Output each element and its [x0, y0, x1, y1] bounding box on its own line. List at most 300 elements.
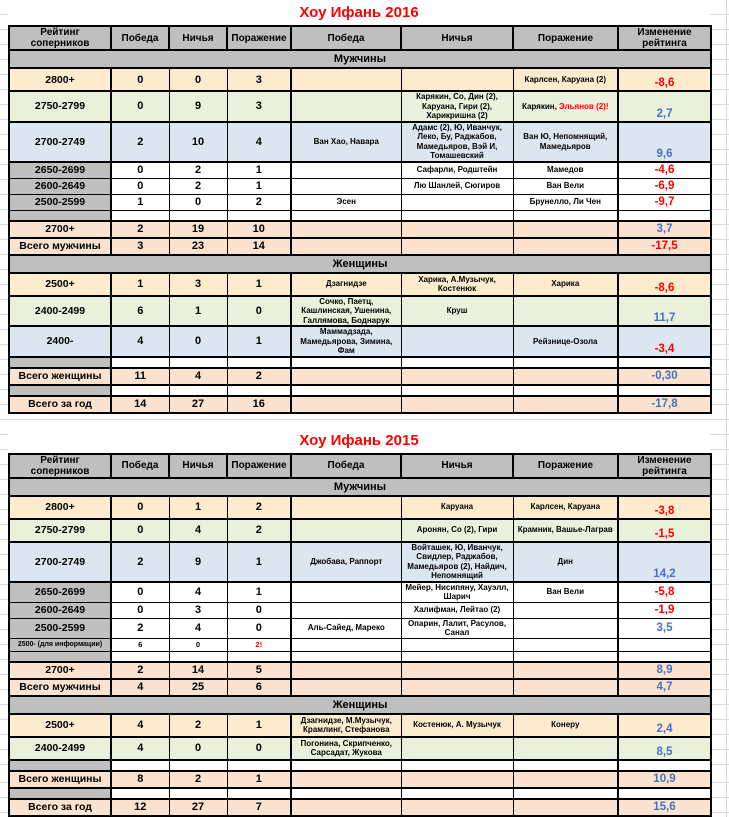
rating-change-cell: [618, 357, 711, 368]
win-opponents-cell: [291, 396, 401, 413]
plain-text: Карякин,: [521, 101, 560, 111]
rating-range-cell: 2700-2749: [9, 542, 111, 582]
wins-count-cell: 0: [111, 519, 169, 542]
rating-change-cell: -17,8: [618, 396, 711, 413]
draw-opponents-cell: [401, 326, 513, 357]
draws-count-cell: 2: [169, 178, 227, 194]
losses-count-cell: [227, 357, 291, 368]
header-cell: Рейтинг соперников: [9, 26, 111, 50]
draws-count-cell: 2: [169, 714, 227, 737]
win-opponents-cell: [291, 651, 401, 662]
losses-count-cell: 1: [227, 542, 291, 582]
rating-change-cell: 2,4: [618, 714, 711, 737]
losses-count-cell: 1: [227, 714, 291, 737]
wins-count-cell: 2: [111, 542, 169, 582]
win-opponents-cell: [291, 788, 401, 799]
losses-count-cell: 1: [227, 326, 291, 357]
draw-opponents-cell: Каруана: [401, 496, 513, 519]
gender-section-row: [9, 50, 711, 68]
losses-count-cell: 1: [227, 162, 291, 179]
losses-count-cell: 1: [227, 178, 291, 194]
draws-count-cell: 0: [169, 326, 227, 357]
win-opponents-cell: [291, 638, 401, 651]
win-opponents-cell: Джобава, Раппорт: [291, 542, 401, 582]
win-opponents-cell: [291, 679, 401, 696]
loss-opponents-cell: Карлсен, Каруана (2): [513, 68, 618, 91]
rating-change-cell: 2,7: [618, 91, 711, 122]
draw-opponents-cell: [401, 357, 513, 368]
spacer-row: [9, 651, 711, 662]
draws-count-cell: 2: [169, 162, 227, 179]
table-row: [9, 714, 711, 737]
losses-count-cell: 1: [227, 771, 291, 788]
loss-opponents-cell: [513, 602, 618, 618]
rating-range-cell: Всего за год: [9, 396, 111, 413]
win-opponents-cell: [291, 368, 401, 385]
table-row: [9, 618, 711, 638]
loss-opponents-cell: [513, 221, 618, 238]
header-cell: Изменение рейтинга: [618, 454, 711, 478]
loss-opponents-cell: [513, 737, 618, 760]
losses-count-cell: [227, 210, 291, 221]
draw-opponents-cell: Аронян, Со (2), Гири: [401, 519, 513, 542]
loss-opponents-cell: Харика: [513, 273, 618, 296]
rating-range-cell: [9, 651, 111, 662]
wins-count-cell: [111, 760, 169, 771]
table-row: [9, 799, 711, 816]
stats-table: [8, 453, 712, 817]
draws-count-cell: 14: [169, 662, 227, 679]
rating-change-cell: -1,9: [618, 602, 711, 618]
win-opponents-cell: [291, 385, 401, 396]
wins-count-cell: 0: [111, 178, 169, 194]
losses-count-cell: [227, 638, 291, 651]
loss-opponents-cell: Ван Ю, Непомнящий, Мамедьяров: [513, 122, 618, 162]
loss-opponents-cell: [513, 396, 618, 413]
win-opponents-cell: [291, 210, 401, 221]
wins-count-cell: 1: [111, 194, 169, 210]
rating-range-cell: 2650-2699: [9, 582, 111, 603]
loss-opponents-cell: Мамедов: [513, 162, 618, 179]
losses-count-cell: [227, 788, 291, 799]
loss-opponents-cell: Ван Вели: [513, 582, 618, 603]
table-row: [9, 221, 711, 238]
wins-count-cell: [111, 357, 169, 368]
draw-opponents-cell: [401, 68, 513, 91]
rating-change-cell: 3,5: [618, 618, 711, 638]
draw-opponents-cell: Харика, А.Музычук, Костенюк: [401, 273, 513, 296]
rating-change-cell: -17,5: [618, 238, 711, 255]
section-label-cell: Мужчины: [9, 478, 711, 496]
losses-count-cell: 2: [227, 519, 291, 542]
draw-opponents-cell: [401, 238, 513, 255]
rating-range-cell: 2600-2649: [9, 602, 111, 618]
rating-change-cell: -3,8: [618, 496, 711, 519]
table-row: [9, 737, 711, 760]
draw-opponents-cell: Костенюк, А. Музычук: [401, 714, 513, 737]
rating-range-cell: 2500-2599: [9, 194, 111, 210]
spacer-row: [9, 357, 711, 368]
loss-opponents-cell: Брунелло, Ли Чен: [513, 194, 618, 210]
draws-count-cell: 3: [169, 273, 227, 296]
loss-opponents-cell: Рейзнице-Озола: [513, 326, 618, 357]
draw-opponents-cell: [401, 679, 513, 696]
losses-count-cell: 2: [227, 194, 291, 210]
win-opponents-cell: [291, 662, 401, 679]
loss-opponents-cell: [513, 238, 618, 255]
rating-range-cell: Всего за год: [9, 799, 111, 816]
draw-opponents-cell: [401, 788, 513, 799]
rating-range-cell: 2500+: [9, 273, 111, 296]
table-row: [9, 638, 711, 651]
loss-opponents-cell: [513, 799, 618, 816]
draw-opponents-cell: [401, 368, 513, 385]
header-cell: Ничья: [169, 26, 227, 50]
win-opponents-cell: [291, 68, 401, 91]
wins-count-cell: 0: [111, 91, 169, 122]
rating-range-cell: 2750-2799: [9, 91, 111, 122]
spacer-row: [9, 788, 711, 799]
gender-section-row: [9, 696, 711, 714]
stats-table: [8, 25, 712, 414]
losses-count-cell: 2: [227, 496, 291, 519]
table-row: [9, 296, 711, 327]
table-title: Хоу Ифань 2015: [8, 428, 710, 453]
rating-range-cell: 2400-: [9, 326, 111, 357]
draw-opponents-cell: Адамс (2), Ю, Иванчук, Леко, Бу, Раджабов, Мамедьяров, Вэй И, Томашевский: [401, 122, 513, 162]
rating-range-cell: 2700+: [9, 662, 111, 679]
losses-count-cell: 0: [227, 618, 291, 638]
draws-count-cell: 19: [169, 221, 227, 238]
header-cell: Поражение: [513, 26, 618, 50]
rating-change-cell: 4,7: [618, 679, 711, 696]
draw-opponents-cell: [401, 771, 513, 788]
draws-count-cell: 4: [169, 519, 227, 542]
losses-count-cell: [227, 651, 291, 662]
win-opponents-cell: Погонина, Скрипченко, Сарсадат, Жукова: [291, 737, 401, 760]
rating-change-cell: 8,9: [618, 662, 711, 679]
draws-count-cell: 1: [169, 496, 227, 519]
table-row: [9, 662, 711, 679]
win-opponents-cell: Эсен: [291, 194, 401, 210]
table-row: [9, 162, 711, 179]
draws-count-cell: [169, 357, 227, 368]
wins-count-cell: 2: [111, 122, 169, 162]
wins-count-cell: 11: [111, 368, 169, 385]
losses-count-cell: 0: [227, 296, 291, 327]
loss-opponents-cell: Карлсен, Каруана: [513, 496, 618, 519]
rating-range-cell: 2700+: [9, 221, 111, 238]
wins-count-cell: 4: [111, 326, 169, 357]
rating-change-cell: -1,5: [618, 519, 711, 542]
rating-change-cell: 3,7: [618, 221, 711, 238]
header-cell: Победа: [291, 26, 401, 50]
draw-opponents-cell: [401, 662, 513, 679]
loss-opponents-cell: [513, 651, 618, 662]
table-row: [9, 396, 711, 413]
rating-change-cell: -9,7: [618, 194, 711, 210]
win-opponents-cell: [291, 496, 401, 519]
losses-count-cell: [227, 760, 291, 771]
header-cell: Рейтинг соперников: [9, 454, 111, 478]
rating-range-cell: 2600-2649: [9, 178, 111, 194]
table-row: [9, 91, 711, 122]
table-row: [9, 194, 711, 210]
loss-opponents-cell: [513, 210, 618, 221]
header-cell: Поражение: [227, 454, 291, 478]
win-opponents-cell: Сочко, Паетц, Кашлинская, Ушенина, Галлямова, Боднарук: [291, 296, 401, 327]
draw-opponents-cell: Опарин, Лалит, Расулов, Санал: [401, 618, 513, 638]
losses-count-cell: [227, 385, 291, 396]
losses-count-cell: 3: [227, 91, 291, 122]
rating-change-cell: 11,7: [618, 296, 711, 327]
rating-change-cell: [618, 385, 711, 396]
draw-opponents-cell: Карякин, Со, Дин (2), Каруана, Гири (2), Харикришна (2): [401, 91, 513, 122]
wins-count-cell: 0: [111, 602, 169, 618]
draw-opponents-cell: [401, 638, 513, 651]
wins-count-cell: 12: [111, 799, 169, 816]
rating-change-cell: -4,6: [618, 162, 711, 179]
table-row: [9, 771, 711, 788]
wins-count-cell: 0: [111, 582, 169, 603]
draws-count-cell: 4: [169, 368, 227, 385]
loss-opponents-cell: [513, 296, 618, 327]
header-cell: Победа: [111, 26, 169, 50]
loss-opponents-cell: [513, 368, 618, 385]
win-opponents-cell: [291, 162, 401, 179]
highlighted-text: Эльянов (2)!: [559, 101, 609, 111]
rating-range-cell: [9, 385, 111, 396]
rating-range-cell: Всего мужчины: [9, 679, 111, 696]
win-opponents-cell: [291, 799, 401, 816]
draw-opponents-cell: [401, 737, 513, 760]
rating-range-cell: [9, 357, 111, 368]
draws-count-cell: 1: [169, 296, 227, 327]
rating-change-cell: -0,30: [618, 368, 711, 385]
gender-section-row: [9, 478, 711, 496]
rating-range-cell: 2400-2499: [9, 737, 111, 760]
rating-change-cell: -5,8: [618, 582, 711, 603]
rating-change-cell: [618, 210, 711, 221]
losses-count-cell: 1: [227, 273, 291, 296]
draws-count-cell: [169, 760, 227, 771]
loss-opponents-cell: Крамник, Вашье-Лаграв: [513, 519, 618, 542]
wins-count-cell: 0: [111, 162, 169, 179]
rating-range-cell: 2400-2499: [9, 296, 111, 327]
win-opponents-cell: Аль-Сайед, Мареко: [291, 618, 401, 638]
rating-range-cell: 2800+: [9, 68, 111, 91]
table-row: [9, 679, 711, 696]
wins-count-cell: 0: [111, 68, 169, 91]
loss-opponents-cell: [513, 385, 618, 396]
wins-count-cell: 2: [111, 662, 169, 679]
rating-change-cell: 10,9: [618, 771, 711, 788]
draw-opponents-cell: [401, 221, 513, 238]
draw-opponents-cell: [401, 799, 513, 816]
rating-range-cell: 2750-2799: [9, 519, 111, 542]
loss-opponents-cell: [513, 679, 618, 696]
draws-count-cell: 4: [169, 582, 227, 603]
rating-change-cell: -6,9: [618, 178, 711, 194]
rating-change-cell: 15,6: [618, 799, 711, 816]
table-row: [9, 542, 711, 582]
rating-range-cell: Всего женщины: [9, 771, 111, 788]
wins-count-cell: [111, 788, 169, 799]
spacer-row: [9, 760, 711, 771]
rating-change-cell: [618, 638, 711, 651]
loss-opponents-cell: [513, 662, 618, 679]
table-row: [9, 582, 711, 603]
draw-opponents-cell: Мейер, Нисипяну, Хауэлл, Шарич: [401, 582, 513, 603]
rating-range-cell: [9, 210, 111, 221]
losses-count-cell: 10: [227, 221, 291, 238]
loss-opponents-cell: [513, 357, 618, 368]
header-cell: Ничья: [401, 26, 513, 50]
losses-count-cell: 2: [227, 368, 291, 385]
rating-change-cell: [618, 788, 711, 799]
wins-count-cell: 4: [111, 679, 169, 696]
win-opponents-cell: [291, 760, 401, 771]
wins-count-cell: 2: [111, 221, 169, 238]
win-opponents-cell: Дзагнидзе, М.Музычук, Крамлинг, Стефанова: [291, 714, 401, 737]
rating-range-cell: 2700-2749: [9, 122, 111, 162]
rating-range-cell: 2650-2699: [9, 162, 111, 179]
rating-range-cell: Всего мужчины: [9, 238, 111, 255]
loss-opponents-cell: [513, 760, 618, 771]
win-opponents-cell: Дзагнидзе: [291, 273, 401, 296]
win-opponents-cell: [291, 771, 401, 788]
rating-range-cell: 2500-2599: [9, 618, 111, 638]
win-opponents-cell: [291, 91, 401, 122]
draw-opponents-cell: [401, 210, 513, 221]
losses-count-cell: 0: [227, 602, 291, 618]
draw-opponents-cell: Лю Шанлей, Сюгиров: [401, 178, 513, 194]
draws-count-cell: 9: [169, 542, 227, 582]
loss-opponents-cell: [513, 771, 618, 788]
draws-count-cell: 2: [169, 771, 227, 788]
rating-change-cell: 14,2: [618, 542, 711, 582]
rating-range-cell: 2500- (для информации): [9, 638, 111, 651]
rating-range-cell: Всего женщины: [9, 368, 111, 385]
losses-count-cell: 14: [227, 238, 291, 255]
rating-change-cell: 9,6: [618, 122, 711, 162]
table-row: [9, 178, 711, 194]
loss-opponents-cell: [513, 638, 618, 651]
win-opponents-cell: [291, 238, 401, 255]
wins-count-cell: [111, 651, 169, 662]
rating-change-cell: 8,5: [618, 737, 711, 760]
table-row: [9, 496, 711, 519]
draw-opponents-cell: [401, 760, 513, 771]
section-label-cell: Женщины: [9, 696, 711, 714]
rating-change-cell: -8,6: [618, 273, 711, 296]
losses-count-cell: 16: [227, 396, 291, 413]
wins-count-cell: 6: [111, 638, 169, 651]
win-opponents-cell: Ван Хао, Навара: [291, 122, 401, 162]
wins-count-cell: 0: [111, 496, 169, 519]
loss-opponents-cell: [513, 788, 618, 799]
rating-range-cell: 2800+: [9, 496, 111, 519]
draw-opponents-cell: [401, 651, 513, 662]
wins-count-cell: 3: [111, 238, 169, 255]
gender-section-row: [9, 255, 711, 273]
losses-count-cell: 5: [227, 662, 291, 679]
losses-count-cell: 1: [227, 582, 291, 603]
win-opponents-cell: [291, 602, 401, 618]
table-row: [9, 122, 711, 162]
wins-count-cell: [111, 210, 169, 221]
win-opponents-cell: [291, 221, 401, 238]
rating-change-cell: [618, 651, 711, 662]
draws-count-cell: 23: [169, 238, 227, 255]
table-row: [9, 273, 711, 296]
losses-count-cell: 3: [227, 68, 291, 91]
table-row: [9, 68, 711, 91]
wins-count-cell: 4: [111, 714, 169, 737]
rating-range-cell: [9, 788, 111, 799]
loss-opponents-cell: Дин: [513, 542, 618, 582]
draws-count-cell: 9: [169, 91, 227, 122]
win-opponents-cell: Маммадзада, Мамедьярова, Зимина, Фам: [291, 326, 401, 357]
section-label-cell: Женщины: [9, 255, 711, 273]
spacer-row: [9, 385, 711, 396]
draw-opponents-cell: Войташек, Ю, Иванчук, Свидлер, Раджабов, Мамедьяров (2), Найдич, Непомнящий: [401, 542, 513, 582]
win-opponents-cell: [291, 582, 401, 603]
header-cell: Поражение: [513, 454, 618, 478]
wins-count-cell: 4: [111, 737, 169, 760]
losses-count-cell: 0: [227, 737, 291, 760]
wins-count-cell: 14: [111, 396, 169, 413]
draws-count-cell: 25: [169, 679, 227, 696]
highlighted-text: 2!: [255, 640, 263, 649]
losses-count-cell: 4: [227, 122, 291, 162]
loss-opponents-cell: Конеру: [513, 714, 618, 737]
draws-count-cell: [169, 651, 227, 662]
year-table-block: [8, 428, 710, 817]
table-row: [9, 519, 711, 542]
header-row: [9, 454, 711, 478]
header-cell: Ничья: [401, 454, 513, 478]
draws-count-cell: [169, 788, 227, 799]
win-opponents-cell: [291, 178, 401, 194]
draws-count-cell: 10: [169, 122, 227, 162]
header-cell: Победа: [111, 454, 169, 478]
draws-count-cell: 0: [169, 194, 227, 210]
draws-count-cell: [169, 210, 227, 221]
draw-opponents-cell: [401, 385, 513, 396]
spacer-row: [9, 210, 711, 221]
draw-opponents-cell: Круш: [401, 296, 513, 327]
draws-count-cell: 27: [169, 799, 227, 816]
win-opponents-cell: [291, 519, 401, 542]
wins-count-cell: [111, 385, 169, 396]
wins-count-cell: 6: [111, 296, 169, 327]
draw-opponents-cell: [401, 194, 513, 210]
table-row: [9, 368, 711, 385]
rating-change-cell: -8,6: [618, 68, 711, 91]
loss-opponents-cell: [513, 91, 618, 122]
draws-count-cell: 27: [169, 396, 227, 413]
draws-count-cell: 4: [169, 618, 227, 638]
draws-count-cell: 3: [169, 602, 227, 618]
win-opponents-cell: [291, 357, 401, 368]
wins-count-cell: 8: [111, 771, 169, 788]
draw-opponents-cell: Сафарли, Родштейн: [401, 162, 513, 179]
loss-opponents-cell: [513, 618, 618, 638]
table-row: [9, 602, 711, 618]
table-title: Хоу Ифань 2016: [8, 0, 710, 25]
rating-change-cell: -3,4: [618, 326, 711, 357]
